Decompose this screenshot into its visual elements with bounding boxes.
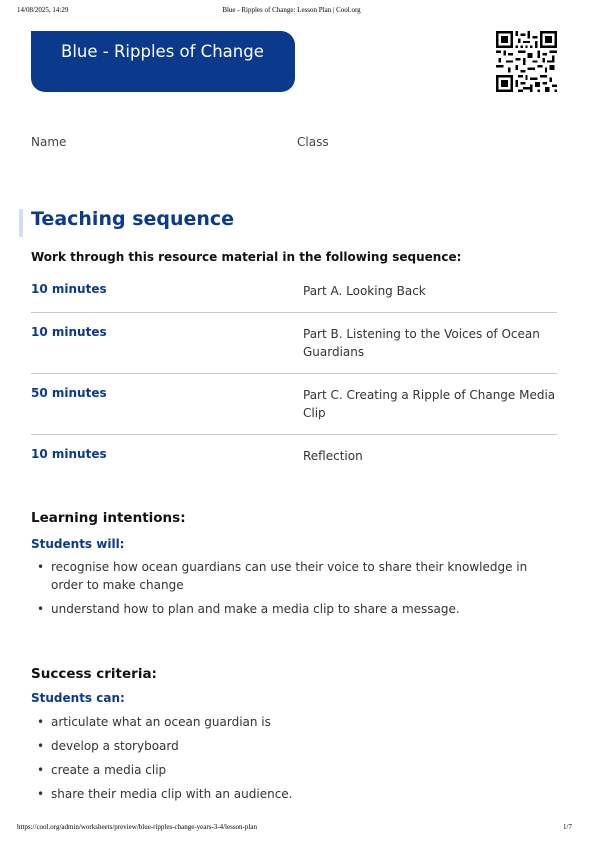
list-item-text: create a media clip [51,763,167,777]
sequence-part: Reflection [303,449,363,463]
sequence-row [31,270,557,313]
print-footer [17,823,572,835]
list-item [31,713,551,731]
bullet-icon: • [37,739,45,753]
bullet-icon: • [37,715,45,729]
bullet-icon: • [37,560,45,574]
bullet-icon: • [37,763,45,777]
name-label: Name [31,135,67,149]
teaching-sequence-heading: Teaching sequence [31,208,235,230]
success-criteria-subheading: Students can: [31,691,125,705]
list-item-text: share their media clip with an audience. [51,787,293,801]
page-title: Blue - Ripples of Change [61,42,264,61]
section-accent-bar [19,209,23,237]
list-item-text: recognise how ocean guardians can use their voice to share their knowledge in order to make change [51,560,528,592]
class-label: Class [297,135,329,149]
qr-code-icon [496,31,557,92]
print-datetime: 14/08/2025, 14:29 [17,6,69,14]
print-doc-title: Blue - Ripples of Change: Lesson Plan | Cool.org [222,6,361,14]
list-item [31,558,551,594]
list-item-text: understand how to plan and make a media clip to share a message. [51,602,460,616]
bullet-icon: • [37,602,45,616]
list-item [31,600,551,618]
sequence-time: 50 minutes [31,386,107,400]
list-item-text: develop a storyboard [51,739,179,753]
sequence-time: 10 minutes [31,447,107,461]
list-item-text: articulate what an ocean guardian is [51,715,271,729]
sequence-intro: Work through this resource material in the following sequence: [31,250,462,264]
learning-intentions-list [31,558,551,624]
sequence-row [31,435,557,477]
sequence-part: Part C. Creating a Ripple of Change Media Clip [303,388,556,420]
page-number: 1/7 [563,823,572,831]
sequence-row [31,374,557,435]
sequence-part: Part B. Listening to the Voices of Ocean Guardians [303,327,540,359]
list-item [31,761,551,779]
sequence-table [31,270,557,477]
list-item [31,785,551,803]
sequence-row [31,313,557,374]
learning-intentions-subheading: Students will: [31,537,125,551]
list-item [31,737,551,755]
sequence-time: 10 minutes [31,282,107,296]
bullet-icon: • [37,787,45,801]
sequence-part: Part A. Looking Back [303,284,426,298]
success-criteria-heading: Success criteria: [31,666,157,682]
print-url: https://cool.org/admin/worksheets/preview/blue-ripples-change-years-3-4/lesson-plan [17,823,257,831]
title-banner [31,31,295,92]
learning-intentions-heading: Learning intentions: [31,510,186,526]
sequence-time: 10 minutes [31,325,107,339]
success-criteria-list [31,713,551,809]
print-header [17,6,566,18]
